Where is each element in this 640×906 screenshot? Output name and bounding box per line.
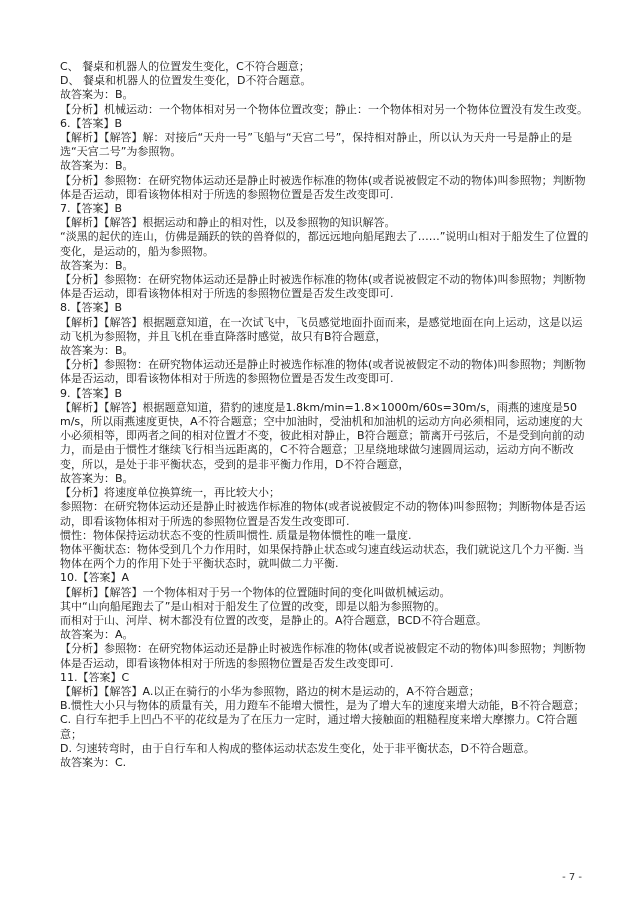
text-line: 【解析】【解答】一个物体相对于另一个物体的位置随时间的变化叫做机械运动。 <box>60 585 451 599</box>
text-line: 参照物：在研究物体运动还是静止时被选作标准的物体(或者说被假定不动的物体)叫参照物；判断物体是否运动，即看该物体相对于所选的参照物位置是否发生改变即可. <box>60 500 586 528</box>
answer-heading: 7.【答案】B <box>60 202 123 216</box>
answer-heading: 9.【答案】B <box>60 386 123 400</box>
answer-heading: 11.【答案】C <box>60 670 130 684</box>
text-line: 故答案为：B。 <box>60 88 134 102</box>
text-line: B.惯性大小只与物体的质量有关，用力蹬车不能增大惯性，是为了增大车的速度来增大动能，B不符合题意； <box>60 699 585 713</box>
text-line: 【分析】参照物：在研究物体运动还是静止时被选作标准的物体(或者说被假定不动的物体)叫参照物；判断物体是否运动，即看该物体相对于所选的参照物位置是否发生改变即可. <box>60 273 586 301</box>
text-line: 【解析】【解答】A.以正在骑行的小华为参照物，路边的树木是运动的，A不符合题意； <box>60 684 480 698</box>
text-line: 故答案为：B。 <box>60 159 134 173</box>
text-line: 故答案为：B。 <box>60 344 134 358</box>
text-line: 故答案为：B。 <box>60 471 134 485</box>
text-line: 【分析】机械运动：一个物体相对另一个物体位置改变；静止：一个物体相对另一个物体位置没有发生改变。 <box>60 102 588 116</box>
text-line: C、 餐桌和机器人的位置发生变化，C不符合题意； <box>60 60 310 73</box>
text-line: 物体平衡状态：物体受到几个力作用时，如果保持静止状态或匀速直线运动状态，我们就说这几个力平衡. 当物体在两个力的作用下处于平衡状态时，就叫做二力平衡. <box>60 542 584 571</box>
answer-heading: 6.【答案】B <box>60 116 123 130</box>
answer-heading: 8.【答案】B <box>60 301 123 315</box>
text-line: 【分析】参照物：在研究物体运动还是静止时被选作标准的物体(或者说被假定不动的物体)叫参照物；判断物体是否运动，即看该物体相对于所选的参照物位置是否发生改变即可. <box>60 358 586 386</box>
text-line: 而相对于山、河岸、树木都没有位置的改变，是静止的。A符合题意，BCD不符合题意。 <box>60 613 488 627</box>
text-line: 【分析】将速度单位换算统一，再比较大小； <box>60 486 280 500</box>
text-line: 【解析】【解答】根据题意知道，猎豹的速度是1.8km/min=1.8×1000m/60s=30m/s，雨燕的速度是50m/s，所以雨燕速度更快，A不符合题意；空中加油时，受油机和加油机的运动方向必须相同，运动速度的大小必须相等，即两者之间的相对位置才不变，彼此相对静止，B符合题意；箭离开弓弦后，不是受到向前的动力，而是由于惯性才继续飞行相当远距离的，C不符合题意；卫星绕地球做匀速圆周运动，运动方向不断改变，所以，是处于非平衡状态，受到的是非平衡力作用，D不符合题意， <box>60 400 585 471</box>
text-line: D、 餐桌和机器人的位置发生变化，D不符合题意。 <box>60 74 312 88</box>
text-line: 故答案为：C. <box>60 755 127 769</box>
text-line: 【解析】【解答】根据题意知道，在一次试飞中，飞员感觉地面扑面而来，是感觉地面在向上运动，这是以运动飞机为参照物，并且飞机在垂直降落时感觉，故只有B符合题意， <box>60 315 583 343</box>
answer-heading: 10.【答案】A <box>60 571 130 585</box>
text-line: 【分析】参照物：在研究物体运动还是静止时被选作标准的物体(或者说被假定不动的物体)叫参照物；判断物体是否运动，即看该物体相对于所选的参照物位置是否发生改变即可. <box>60 173 586 201</box>
document-body <box>60 60 590 770</box>
text-line: 【解析】【解答】根据运动和静止的相对性，以及参照物的知识解答。 <box>60 216 396 230</box>
text-line: “淡黑的起伏的连山，仿佛是踊跃的铁的兽脊似的，都远远地向船尾跑去了……”说明山相对于船发生了位置的变化，是运动的，船为参照物。 <box>60 230 589 258</box>
text-line: 故答案为：B。 <box>60 258 134 272</box>
page-number: - 7 - <box>562 872 582 883</box>
text-line: 【分析】参照物：在研究物体运动还是静止时被选作标准的物体(或者说被假定不动的物体)叫参照物；判断物体是否运动，即看该物体相对于所选的参照物位置是否发生改变即可. <box>60 642 586 670</box>
text-line: C. 自行车把手上凹凸不平的花纹是为了在压力一定时，通过增大接触面的粗糙程度来增大摩擦力。C符合题意； <box>60 713 578 741</box>
text-line: 【解析】【解答】解：对接后“天舟一号”飞船与“天宫二号”，保持相对静止，所以认为天舟一号是静止的是选“天宫二号”为参照物。 <box>60 131 573 159</box>
text-line: 故答案为：A。 <box>60 628 134 642</box>
text-line: 其中“山向船尾跑去了”是山相对于船发生了位置的改变，即是以船为参照物的。 <box>60 599 446 613</box>
text-line: D. 匀速转弯时，由于自行车和人构成的整体运动状态发生变化，处于非平衡状态，D不符合题意。 <box>60 741 535 755</box>
text-line: 惯性：物体保持运动状态不变的性质叫惯性. 质量是物体惯性的唯一量度. <box>60 528 412 542</box>
